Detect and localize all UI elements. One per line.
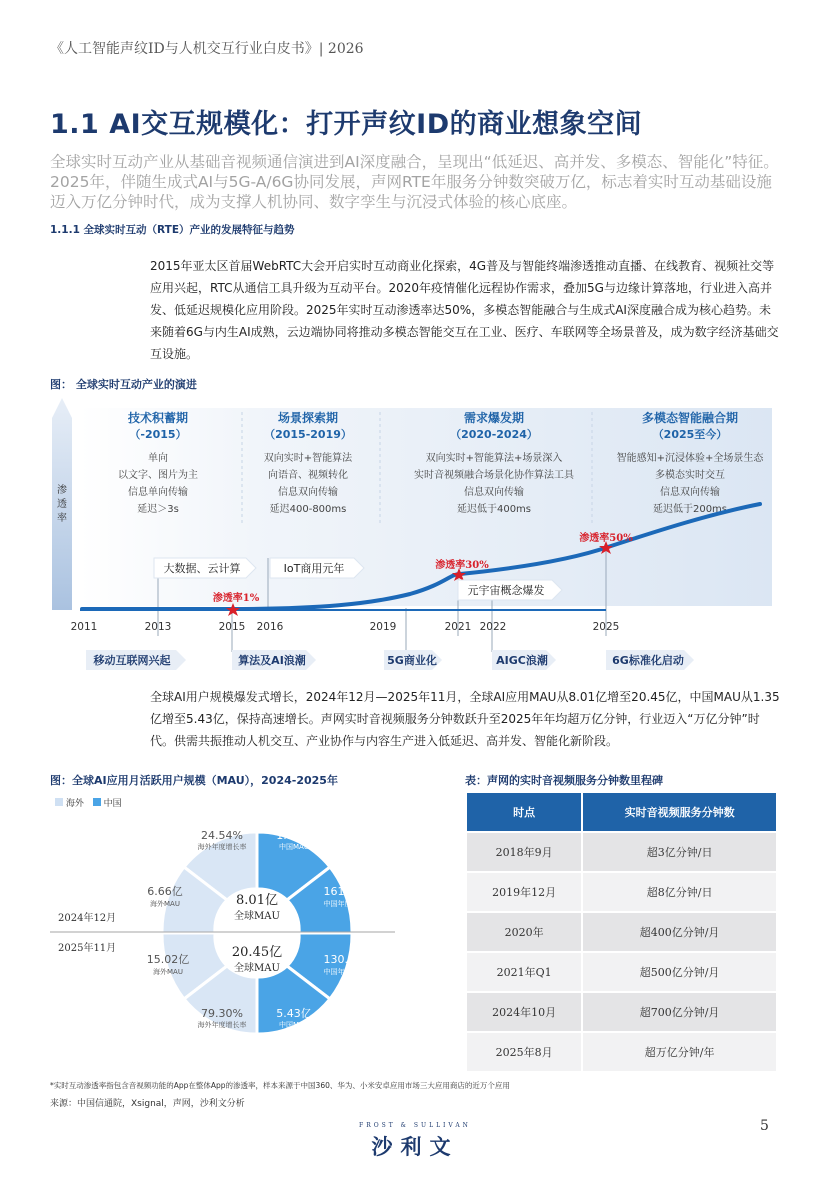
table-row	[466, 952, 777, 992]
stage2-line1: 双向实时+智能算法	[263, 453, 353, 464]
milestone-table	[465, 791, 778, 1073]
stage3-line1: 双向实时+智能算法+场景深入	[425, 453, 563, 464]
legend-overseas: 海外	[65, 799, 84, 809]
stage2-line3: 信息双向传输	[278, 487, 338, 498]
year-2025: 2025	[592, 621, 620, 633]
stage3-title: 需求爆发期	[463, 411, 525, 425]
stage2-title: 场景探索期	[277, 411, 339, 425]
axis-label-char-3: 率	[57, 513, 67, 524]
table-cell: 2024年10月	[466, 992, 582, 1032]
stage4-period: （2025至今）	[652, 428, 728, 441]
stage2-line4: 延迟400-800ms	[269, 504, 347, 515]
lower-event-4	[492, 650, 556, 670]
table-row	[466, 912, 777, 952]
frost-sullivan-logo	[340, 1122, 490, 1161]
table-cell: 超700亿分钟/月	[582, 992, 777, 1032]
year-2021: 2021	[444, 621, 472, 633]
stage1-period: （-2015）	[129, 428, 187, 441]
stage1-title: 技术积蓄期	[127, 411, 189, 425]
stage3-period: （2020-2024）	[450, 428, 538, 441]
year-2022: 2022	[479, 621, 507, 633]
table-cell: 超500亿分钟/月	[582, 952, 777, 992]
overseas-mau-2024-label: 海外MAU	[150, 900, 180, 908]
lower-event-1	[86, 650, 186, 670]
stage4-line1: 智能感知+沉浸体验+全场景生态	[616, 453, 764, 464]
year-2015: 2015	[218, 621, 246, 633]
stage4-line4: 延迟低于200ms	[652, 504, 728, 515]
upper-event-3	[458, 580, 562, 600]
milestone-label-2: 渗透率30%	[435, 560, 489, 571]
intro-paragraph: 全球实时互动产业从基础音视频通信演进到AI深度融合，呈现出“低延迟、高并发、多模态、智能化”特征。2025年，伴随生成式AI与5G-A/6G协同发展，声网RTE年服务分钟数突破万亿，标志着实时互动基础设施迈入万亿分钟时代，成为支撑人机协同、数字孪生与沉浸式体验的核心底座。	[50, 153, 779, 211]
table-caption: 表：声网的实时音视频服务分钟数里程碑	[465, 774, 663, 787]
body-paragraph-2: 全球AI用户规模爆发式增长，2024年12月—2025年11月，全球AI应用MAU从8.01亿增至20.45亿，中国MAU从1.35亿增至5.43亿，保持高速增长。声网实时音视频服务分钟数跃升至2025年年均超万亿分钟，行业迈入“万亿分钟”时代。供需共振推动人机交互、产业协作与内容生产进入低延迟、高并发、智能化新阶段。	[150, 690, 780, 748]
lower-event-2	[232, 650, 316, 670]
svg-text:移动互联网兴起: 移动互联网兴起	[93, 654, 171, 667]
center-2024-value: 8.01亿	[236, 893, 278, 908]
stage1-line2: 以文字、图片为主	[118, 470, 198, 481]
label-2025: 2025年11月	[58, 943, 117, 954]
china-mau-2024-label: 中国MAU	[279, 843, 309, 851]
milestone-label-1: 渗透率1%	[212, 593, 260, 604]
subsection-title: 1.1.1 全球实时互动（RTE）产业的发展特征与趋势	[50, 224, 295, 236]
center-2024-label: 全球MAU	[234, 911, 280, 922]
table-row	[466, 832, 777, 872]
table-cell: 超8亿分钟/日	[582, 872, 777, 912]
figure2-caption: 图：全球AI应用月活跃用户规模（MAU），2024-2025年	[50, 774, 338, 787]
milestone-table-wrap	[465, 791, 778, 1073]
footnote: *实时互动渗透率指包含音视频功能的App在整体App的渗透率，样本来源于中国360、华为、小米安卓应用市场三大应用商店的近万个应用	[50, 1081, 510, 1090]
stage3-line2: 实时音视频融合场景化协作算法工具	[414, 470, 574, 481]
upper-event-1	[154, 558, 256, 578]
center-2025-value: 20.45亿	[231, 945, 283, 960]
mau-ring-chart	[50, 805, 450, 1065]
year-2019: 2019	[369, 621, 397, 633]
upper-event-2	[270, 558, 364, 578]
svg-text:AIGC浪潮: AIGC浪潮	[496, 654, 548, 667]
table-row	[466, 872, 777, 912]
table-cell: 超400亿分钟/月	[582, 912, 777, 952]
section-title: 1.1 AI交互规模化：打开声纹ID的商业想象空间	[50, 109, 643, 140]
lower-event-5	[606, 650, 694, 670]
overseas-growth-value: 24.54%	[201, 829, 243, 842]
year-2013: 2013	[144, 621, 172, 633]
table-cell: 2025年8月	[466, 1032, 582, 1072]
overseas-growth-2025-label: 海外年度增长率	[197, 1021, 247, 1029]
china-mau-2024-value: 1.35亿	[276, 829, 312, 842]
stage2-period: （2015-2019）	[264, 428, 352, 441]
axis-label-char-2: 透	[57, 499, 67, 510]
document-header: 《人工智能声纹ID与人机交互行业白皮书》| 2026	[50, 41, 364, 57]
year-2016: 2016	[256, 621, 284, 633]
china-mau-2025-value: 5.43亿	[276, 1007, 312, 1020]
table-cell: 2019年12月	[466, 872, 582, 912]
logo-chinese: 沙利文	[371, 1135, 459, 1159]
stage3-line4: 延迟低于400ms	[456, 504, 532, 515]
page-number: 5	[760, 1118, 769, 1134]
svg-text:大数据、云计算: 大数据、云计算	[163, 562, 241, 575]
table-cell: 2021年Q1	[466, 952, 582, 992]
milestone-label-3: 渗透率50%	[579, 533, 633, 544]
overseas-mau-2025-label: 海外MAU	[153, 968, 183, 976]
stage4-line3: 信息双向传输	[660, 487, 720, 498]
evolution-timeline-figure	[50, 398, 790, 680]
body-paragraph-1: 2015年亚太区首届WebRTC大会开启实时互动商业化探索，4G普及与智能终端渗透推动直播、在线教育、视频社交等应用兴起，RTC从通信工具升级为互动平台。2020年疫情催化远程协作需求，叠加5G与边缘计算落地，行业进入高并发、低延迟规模化应用阶段。2025年实时互动渗透率达50%，多模态智能融合与生成式AI深度融合成为核心趋势。未来随着6G与内生AI成熟，云边端协同将推动多模态智能交互在工业、医疗、车联网等全场景普及，成为数字经济基础交互设施。	[150, 259, 779, 361]
table-header-minutes: 实时音视频服务分钟数	[582, 792, 777, 832]
stage1-line3: 信息单向传输	[128, 487, 188, 498]
stage2-line2: 向语音、视频转化	[268, 470, 348, 481]
china-growth-value: 161.15%	[323, 885, 373, 898]
center-2025-label: 全球MAU	[234, 963, 280, 974]
stage3-line3: 信息双向传输	[464, 487, 524, 498]
china-growth-2025-value: 130.19%	[323, 953, 373, 966]
svg-text:算法及AI浪潮: 算法及AI浪潮	[238, 654, 306, 667]
table-cell: 2020年	[466, 912, 582, 952]
source-note: 来源：中国信通院，Xsignal，声网，沙利文分析	[50, 1099, 245, 1109]
axis-label-char-1: 渗	[57, 485, 67, 496]
table-header-time: 时点	[466, 792, 582, 832]
table-cell: 超3亿分钟/日	[582, 832, 777, 872]
overseas-growth-2025-value: 79.30%	[201, 1007, 243, 1020]
table-cell: 2018年9月	[466, 832, 582, 872]
label-2024: 2024年12月	[58, 913, 117, 924]
figure1-caption: 图： 全球实时互动产业的演进	[50, 378, 197, 391]
legend-china: 中国	[103, 799, 122, 809]
overseas-mau-2024-value: 6.66亿	[147, 885, 183, 898]
svg-text:5G商业化: 5G商业化	[387, 654, 437, 667]
table-row	[466, 992, 777, 1032]
svg-text:元宇宙概念爆发: 元宇宙概念爆发	[467, 584, 545, 597]
svg-text:6G标准化启动: 6G标准化启动	[612, 654, 684, 667]
overseas-growth-label: 海外年度增长率	[197, 843, 247, 851]
table-row	[466, 1032, 777, 1072]
stage1-line1: 单向	[148, 453, 168, 464]
stage1-line4: 延迟＞3s	[137, 504, 179, 515]
china-mau-2025-label: 中国MAU	[279, 1021, 309, 1029]
logo-english: FROST & SULLIVAN	[359, 1122, 471, 1129]
svg-text:IoT商用元年: IoT商用元年	[283, 562, 345, 575]
stage4-title: 多模态智能融合期	[641, 411, 739, 425]
lower-event-3	[384, 650, 442, 670]
stage4-line2: 多模态实时交互	[655, 470, 725, 481]
table-cell: 超万亿分钟/年	[582, 1032, 777, 1072]
overseas-mau-2025-value: 15.02亿	[146, 953, 190, 966]
china-growth-label: 中国年度增长率	[323, 900, 373, 908]
year-2011: 2011	[70, 621, 98, 633]
china-growth-2025-label: 中国年度增长率	[323, 968, 373, 976]
